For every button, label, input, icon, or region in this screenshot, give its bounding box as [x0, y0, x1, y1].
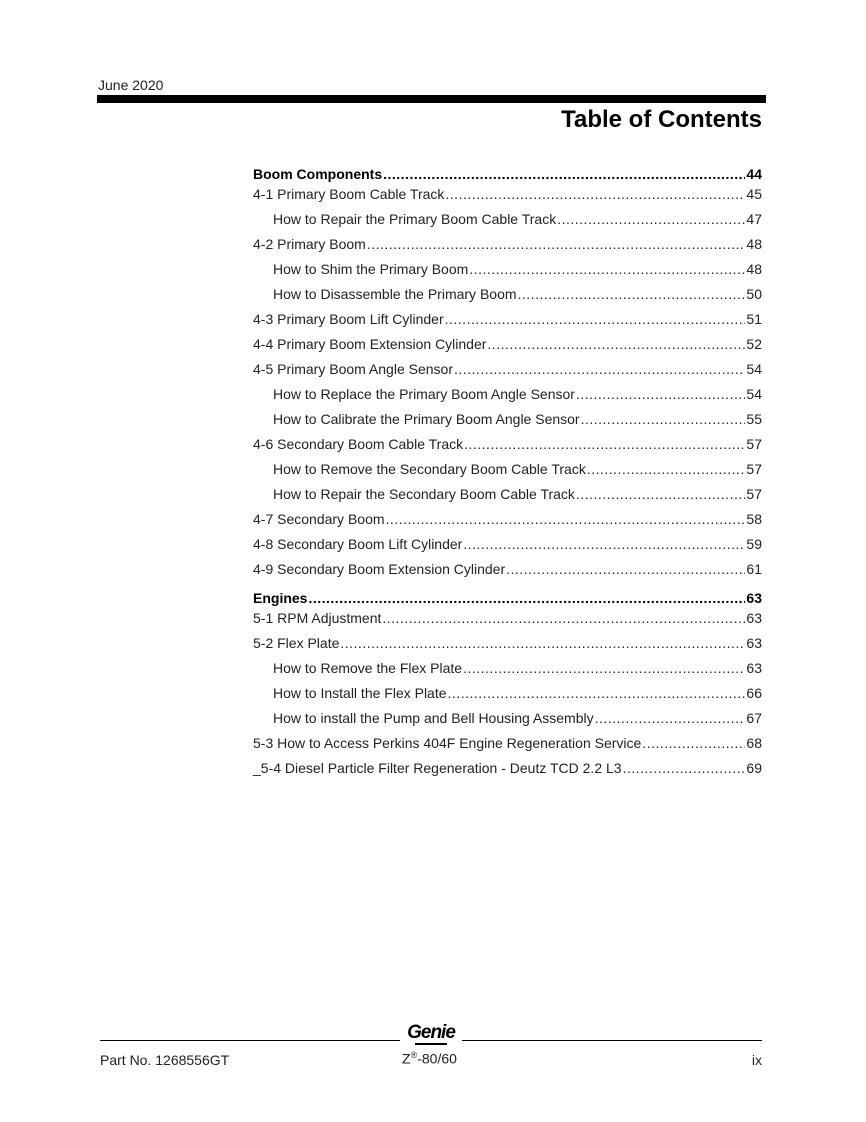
toc-entry-title: 5-3 How to Access Perkins 404F Engine Regeneration Service [253, 735, 642, 751]
toc-dot-leader [463, 658, 745, 679]
toc-entry[interactable] [253, 459, 762, 484]
toc-page-number: 68 [746, 735, 762, 751]
toc-entry-title: Boom Components [253, 166, 383, 182]
toc-entry-title: How to Remove the Flex Plate [273, 660, 463, 676]
toc-entry[interactable] [253, 409, 762, 434]
toc-page-number: 57 [746, 486, 762, 502]
toc-entry-title: How to Repair the Secondary Boom Cable Track [273, 486, 575, 502]
toc-dot-leader [595, 708, 746, 729]
toc-entry[interactable] [253, 184, 762, 209]
toc-entry-title: 5-1 RPM Adjustment [253, 610, 382, 626]
toc-entry[interactable] [253, 683, 762, 708]
footer-rule-left [100, 1040, 400, 1041]
toc-dot-leader [445, 309, 746, 330]
toc-entry[interactable] [253, 484, 762, 509]
toc-dot-leader [506, 559, 745, 580]
toc-page-number: 67 [746, 710, 762, 726]
toc-dot-leader [454, 359, 745, 380]
toc-dot-leader [518, 284, 746, 305]
toc-entry-title: 4-4 Primary Boom Extension Cylinder [253, 336, 487, 352]
toc-entry[interactable] [253, 708, 762, 733]
toc-page-number: 63 [746, 660, 762, 676]
toc-entry-title: How to Repair the Primary Boom Cable Track [273, 211, 557, 227]
toc-entry[interactable] [253, 434, 762, 459]
toc-page-number: 63 [746, 610, 762, 626]
toc-dot-leader [448, 683, 746, 704]
toc-page-number: 57 [746, 436, 762, 452]
toc-entry[interactable] [253, 209, 762, 234]
toc-entry[interactable] [253, 309, 762, 334]
toc-entry-title: 4-9 Secondary Boom Extension Cylinder [253, 561, 506, 577]
toc-page-number: 66 [746, 685, 762, 701]
toc-dot-leader [576, 484, 745, 505]
toc-entry[interactable] [253, 359, 762, 384]
toc-page-number: 47 [746, 211, 762, 227]
table-of-contents [253, 164, 762, 783]
toc-dot-leader [367, 234, 746, 255]
toc-page-number: 57 [746, 461, 762, 477]
page-title: Table of Contents [561, 106, 762, 133]
toc-page-number: 52 [746, 336, 762, 352]
toc-dot-leader [487, 334, 745, 355]
genie-logo [401, 1024, 461, 1045]
toc-entry[interactable] [253, 608, 762, 633]
toc-dot-leader [340, 633, 745, 654]
toc-page-number: 45 [746, 186, 762, 202]
toc-entry-title: 4-2 Primary Boom [253, 236, 366, 252]
toc-dot-leader [642, 733, 745, 754]
model-name: Z®-80/60 [402, 1050, 457, 1067]
toc-entry[interactable] [253, 384, 762, 409]
toc-entry-title: 4-1 Primary Boom Cable Track [253, 186, 445, 202]
toc-dot-leader [386, 509, 746, 530]
part-number: Part No. 1268556GT [100, 1052, 230, 1068]
toc-entry-title: How to Replace the Primary Boom Angle Sensor [273, 386, 575, 402]
toc-dot-leader [623, 758, 746, 779]
toc-entry[interactable] [253, 658, 762, 683]
toc-entry-title: How to Remove the Secondary Boom Cable Track [273, 461, 586, 477]
toc-entry-title: How to Install the Flex Plate [273, 685, 447, 701]
toc-entry-title: How to install the Pump and Bell Housing Assembly [273, 710, 594, 726]
toc-entry-title: How to Calibrate the Primary Boom Angle Sensor [273, 411, 580, 427]
toc-page-number: 63 [746, 590, 762, 606]
toc-section-heading[interactable] [253, 164, 762, 184]
toc-entry[interactable] [253, 509, 762, 534]
toc-entry[interactable] [253, 733, 762, 758]
toc-entry-title: 4-6 Secondary Boom Cable Track [253, 436, 464, 452]
toc-page-number: 58 [746, 511, 762, 527]
toc-section-heading[interactable] [253, 588, 762, 608]
toc-entry-title: 4-7 Secondary Boom [253, 511, 385, 527]
toc-entry[interactable] [253, 259, 762, 284]
toc-entry[interactable] [253, 758, 762, 783]
toc-entry[interactable] [253, 284, 762, 309]
toc-entry-title: 4-3 Primary Boom Lift Cylinder [253, 311, 444, 327]
toc-entry-title: _5-4 Diesel Particle Filter Regeneration - Deutz TCD 2.2 L3 [253, 760, 622, 776]
toc-dot-leader [581, 409, 746, 430]
toc-dot-leader [308, 588, 745, 608]
toc-page-number: 44 [746, 166, 762, 182]
toc-page-number: 63 [746, 635, 762, 651]
toc-page-number: 51 [746, 311, 762, 327]
toc-dot-leader [382, 608, 745, 629]
toc-entry-title: How to Shim the Primary Boom [273, 261, 469, 277]
toc-dot-leader [469, 259, 745, 280]
toc-entry[interactable] [253, 559, 762, 584]
toc-entry-title: 4-8 Secondary Boom Lift Cylinder [253, 536, 463, 552]
header-rule [97, 95, 766, 103]
toc-page-number: 54 [746, 361, 762, 377]
toc-entry[interactable] [253, 334, 762, 359]
toc-entry-title: 5-2 Flex Plate [253, 635, 340, 651]
toc-dot-leader [464, 434, 745, 455]
toc-page-number: 54 [746, 386, 762, 402]
toc-dot-leader [445, 184, 745, 205]
toc-page-number: 55 [746, 411, 762, 427]
toc-page-number: 69 [746, 760, 762, 776]
toc-entry-title: Engines [253, 590, 308, 606]
toc-entry-title: How to Disassemble the Primary Boom [273, 286, 517, 302]
toc-entry[interactable] [253, 633, 762, 658]
page-number: ix [751, 1052, 762, 1068]
toc-entry[interactable] [253, 534, 762, 559]
header-date: June 2020 [98, 77, 164, 93]
toc-page-number: 48 [746, 236, 762, 252]
toc-page-number: 50 [746, 286, 762, 302]
toc-page-number: 59 [746, 536, 762, 552]
toc-dot-leader [557, 209, 745, 230]
toc-dot-leader [383, 164, 745, 184]
toc-dot-leader [463, 534, 745, 555]
footer-rule-right [462, 1040, 762, 1041]
logo-wordmark: Genie [407, 1022, 455, 1043]
toc-dot-leader [576, 384, 745, 405]
toc-entry[interactable] [253, 234, 762, 259]
toc-page-number: 48 [746, 261, 762, 277]
logo-underline [415, 1043, 447, 1045]
toc-page-number: 61 [746, 561, 762, 577]
toc-entry-title: 4-5 Primary Boom Angle Sensor [253, 361, 453, 377]
toc-dot-leader [587, 459, 746, 480]
